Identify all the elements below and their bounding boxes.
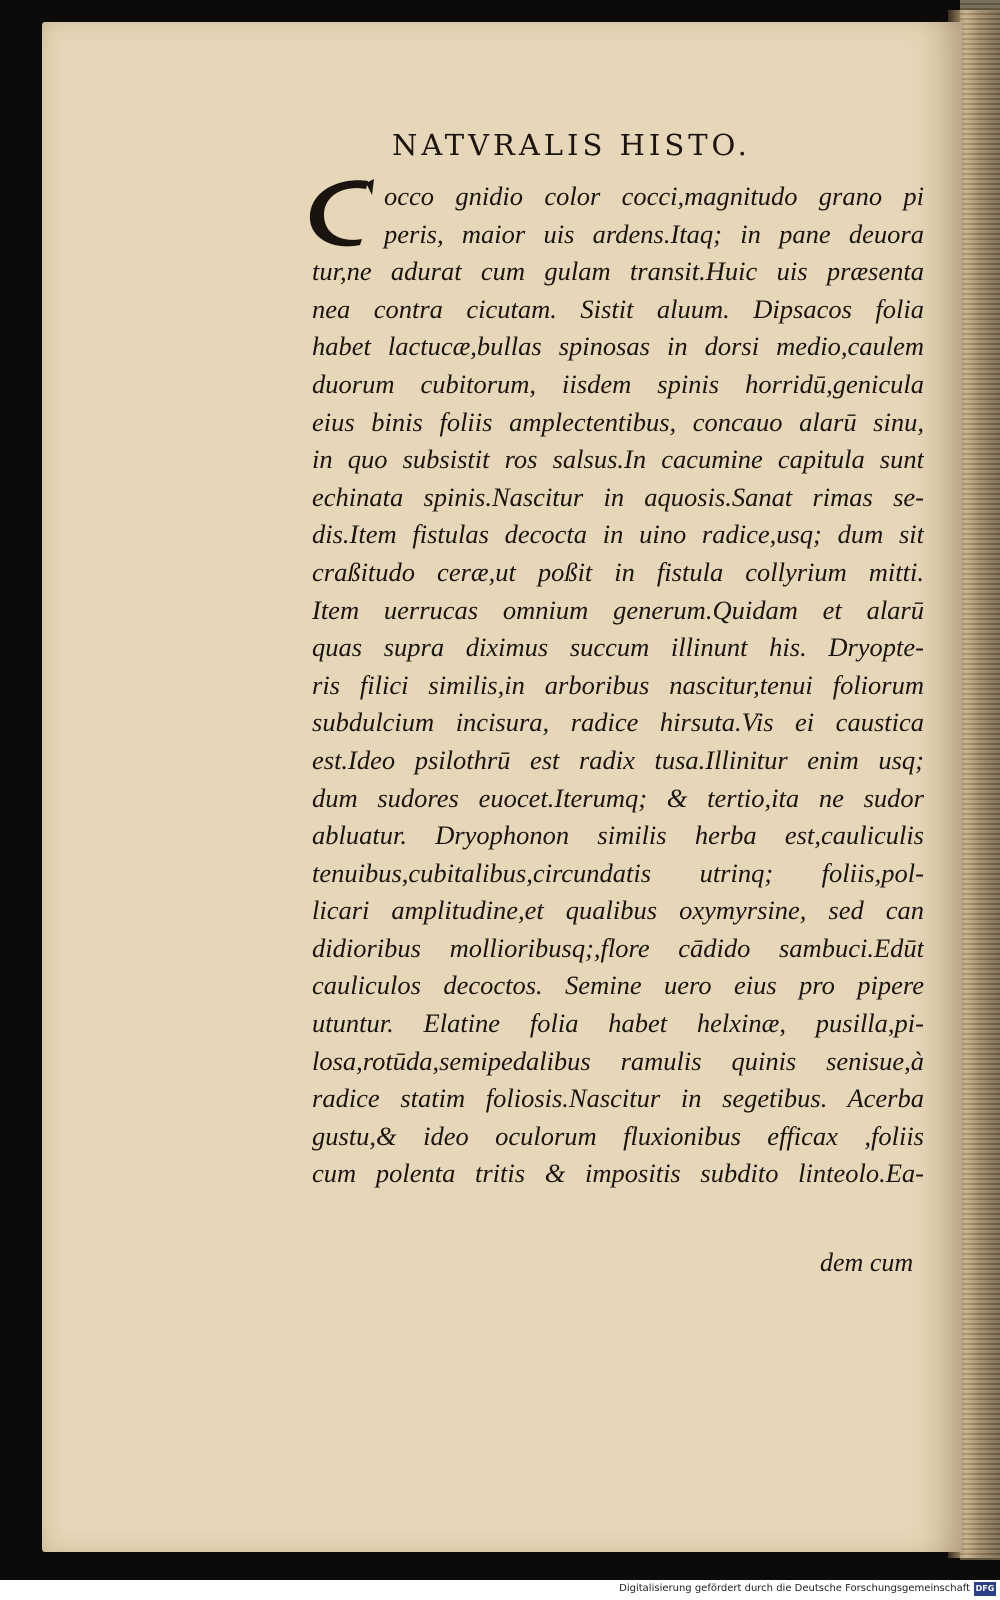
text-line: est.Ideo psilothrū est radix tusa.Illinitur enim usq;: [312, 744, 924, 775]
text-line: occo gnidio color cocci,magnitudo grano pi: [384, 181, 924, 211]
funding-credit: Digitalisierung gefördert durch die Deutsche Forschungsgemeinschaft: [619, 1583, 970, 1594]
page-edges: [960, 0, 1000, 1560]
text-line: echinata spinis.Nascitur in aquosis.Sanat rimas se-: [312, 481, 924, 512]
text-line: subdulcium incisura, radice hirsuta.Vis ei caustica: [312, 707, 924, 738]
dfg-logo-icon: DFG: [974, 1582, 996, 1596]
text-line: nea contra cicutam. Sistit aluum. Dipsacos folia: [312, 293, 924, 324]
text-line: tur,ne adurat cum gulam transit.Huic uis præsenta: [312, 256, 924, 287]
text-line: tenuibus,cubitalibus,circundatis utrinq; foliis,pol-: [312, 857, 924, 888]
text-line: dum sudores euocet.Iterumq; & tertio,ita ne sudor: [312, 782, 924, 813]
text-line: eius binis foliis amplectentibus, concauo alarū sinu,: [312, 406, 924, 437]
running-head: NATVRALIS HISTO.: [392, 128, 751, 162]
text-line: habet lactucæ,bullas spinosas in dorsi medio,caulem: [312, 331, 924, 362]
body-text: [312, 178, 924, 1193]
text-line: cum polenta tritis & impositis subdito linteolo.Ea-: [312, 1158, 924, 1189]
text-line: quas supra diximus succum illinunt his. Dryopte-: [312, 632, 924, 663]
text-line: Item uerrucas omnium generum.Quidam et alarū: [312, 594, 924, 625]
text-line: utuntur. Elatine folia habet helxinæ, pusilla,pi-: [312, 1008, 924, 1039]
catchword: dem cum: [820, 1248, 914, 1277]
text-line: didioribus mollioribusq;,flore cādido sambuci.Edūt: [312, 932, 924, 963]
text-line: cauliculos decoctos. Semine uero eius pro pipere: [312, 970, 924, 1001]
text-line: duorum cubitorum, iisdem spinis horridū,genicula: [312, 368, 924, 399]
text-line: gustu,& ideo oculorum fluxionibus efficax ,foliis: [312, 1120, 924, 1151]
text-line: in quo subsistit ros salsus.In cacumine capitula sunt: [312, 444, 924, 475]
text-line: ris filici similis,in arboribus nascitur,tenui foliorum: [312, 669, 924, 700]
footer-bar: [0, 1580, 1000, 1600]
text-line: craßitudo ceræ,ut poßit in fistula collyrium mitti.: [312, 556, 924, 587]
text-line: dis.Item fistulas decocta in uino radice,usq; dum sit: [312, 519, 924, 550]
text-line: radice statim foliosis.Nascitur in segetibus. Acerba: [312, 1083, 924, 1114]
text-line: abluatur. Dryophonon similis herba est,cauliculis: [312, 820, 924, 851]
svg-text:C: C: [332, 215, 340, 226]
text-line: losa,rotūda,semipedalibus ramulis quinis senisue,à: [312, 1045, 924, 1076]
text-line: licari amplitudine,et qualibus oxymyrsine, sed can: [312, 895, 924, 926]
text-line: peris, maior uis ardens.Itaq; in pane deuora: [384, 218, 924, 249]
